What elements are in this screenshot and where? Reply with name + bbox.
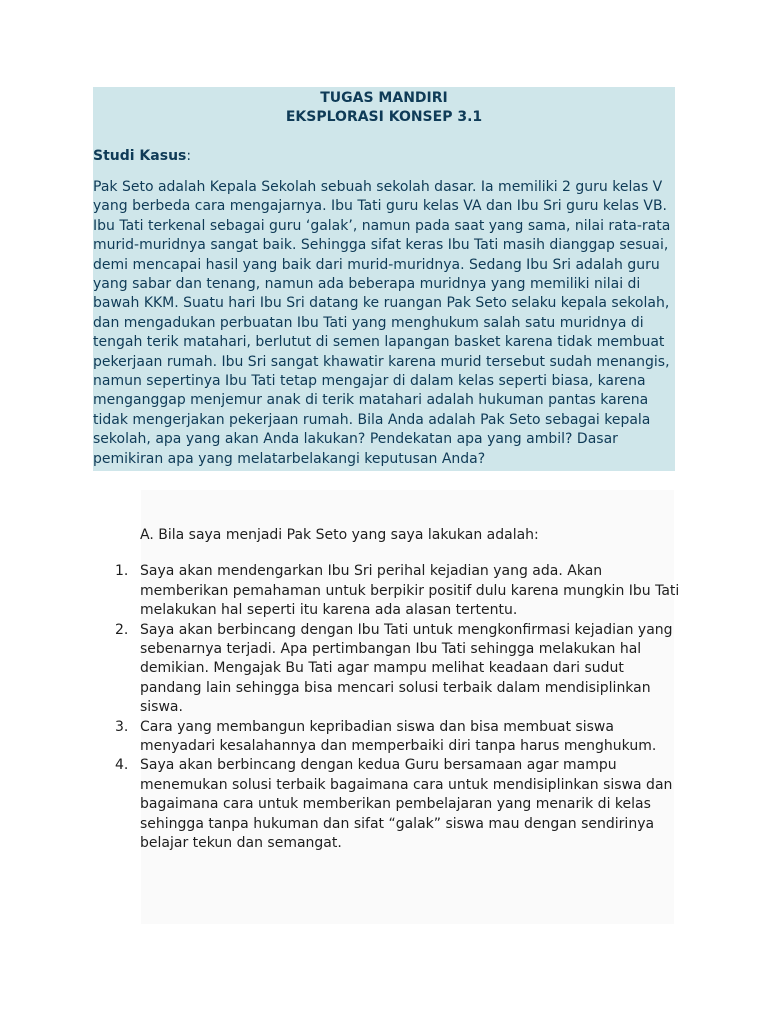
case-study-box xyxy=(93,87,675,471)
list-item-number: 2. xyxy=(115,621,129,638)
list-item xyxy=(93,718,683,757)
title-line-1: TUGAS MANDIRI xyxy=(320,90,448,106)
list-item-text: Cara yang membangun kepribadian siswa dan bisa membuat siswa menyadari kesalahannya dan memperbaiki diri tanpa harus menghukum. xyxy=(140,718,657,755)
case-label-suffix: : xyxy=(186,148,192,164)
answer-section xyxy=(93,526,683,854)
list-item xyxy=(93,562,683,620)
list-item-number: 4. xyxy=(115,757,129,774)
answer-list xyxy=(93,562,683,853)
list-item xyxy=(93,756,683,853)
case-label xyxy=(93,147,675,166)
answer-intro: A. Bila saya menjadi Pak Seto yang saya lakukan adalah: xyxy=(140,527,539,543)
list-item xyxy=(93,621,683,718)
list-item-number: 1. xyxy=(115,563,129,580)
list-item-number: 3. xyxy=(115,718,129,735)
list-item-text: Saya akan berbincang dengan kedua Guru bersamaan agar mampu menemukan solusi terbaik bagaimana cara untuk mendisiplinkan siswa dan bagaimana cara untuk memberikan pembelajaran yang menarik di kelas sehingga tanpa hukuman dan sifat “galak” siswa mau dengan sendirinya belajar tekun dan semangat. xyxy=(140,757,673,852)
list-item-text: Saya akan berbincang dengan Ibu Tati untuk mengkonfirmasi kejadian yang sebenarnya terjadi. Apa pertimbangan Ibu Tati sehingga melakukan hal demikian. Mengajak Bu Tati agar mampu melihat keadaan dari sudut pandang lain sehingga bisa mencari solusi terbaik dalam mendisiplinkan siswa. xyxy=(140,621,673,716)
case-text: Pak Seto adalah Kepala Sekolah sebuah sekolah dasar. Ia memiliki 2 guru kelas V yang berbeda cara mengajarnya. Ibu Tati guru kelas VA dan Ibu Sri guru kelas VB. Ibu Tati terkenal sebagai guru ‘galak’, namun pada saat yang sama, nilai rata-rata murid-muridnya sangat baik. Sehingga sifat keras Ibu Tati masih dianggap sesuai, demi mencapai hasil yang baik dari murid-muridnya. Sedang Ibu Sri adalah guru yang sabar dan tenang, namun ada beberapa muridnya yang memiliki nilai di bawah KKM. Suatu hari Ibu Sri datang ke ruangan Pak Seto selaku kepala sekolah, dan mengadukan perbuatan Ibu Tati yang menghukum salah satu muridnya di tengah terik matahari, berlutut di semen lapangan basket karena tidak membuat pekerjaan rumah. Ibu Sri sangat khawatir karena murid tersebut sudah menangis, namun sepertinya Ibu Tati tetap mengajar di dalam kelas seperti biasa, karena menganggap menjemur anak di terik matahari adalah hukuman pantas karena tidak mengerjakan pekerjaan rumah. Bila Anda adalah Pak Seto sebagai kepala sekolah, apa yang akan Anda lakukan? Pendekatan apa yang ambil? Dasar pemikiran apa yang melatarbelakangi keputusan Anda? xyxy=(93,179,671,467)
case-label-text: Studi Kasus xyxy=(93,148,187,164)
title-line-2: EKSPLORASI KONSEP 3.1 xyxy=(285,109,483,125)
list-item-text: Saya akan mendengarkan Ibu Sri perihal kejadian yang ada. Akan memberikan pemahaman untuk berpikir positif dulu karena mungkin Ibu Tati melakukan hal seperti itu karena ada alasan tertentu. xyxy=(140,563,680,619)
